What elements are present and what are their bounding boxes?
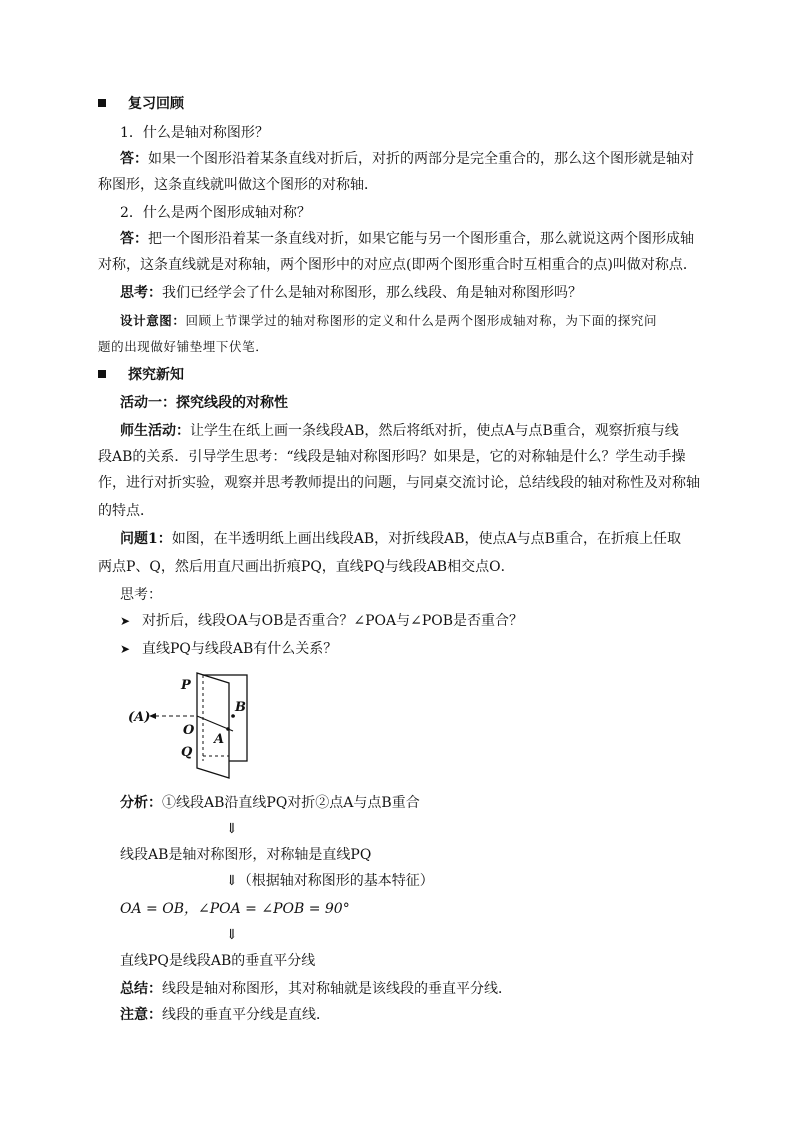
section-heading-explore: 探究新知 (98, 366, 184, 384)
teacher-student-label: 师生活动： (120, 423, 190, 439)
analysis-label: 分析： (120, 795, 162, 811)
think-heading: 思考： (120, 587, 162, 603)
bullet-item-2: ➤ 直线PQ与线段AB有什么关系？ (120, 641, 338, 657)
answer-2-line-2: 对称，这条直线就是对称轴，两个图形中的对应点(即两个图形重合时互相重合的点)叫做对称点． (98, 257, 697, 273)
teacher-student-line-2: 段AB的关系．引导学生思考：“线段是轴对称图形吗？如果是，它的对称轴是什么？学生动手操 (98, 449, 686, 465)
analysis-step-2: 线段AB是轴对称图形，对称轴是直线PQ (120, 847, 372, 863)
paper-front (197, 673, 229, 778)
arrowhead-icon: ➤ (120, 642, 131, 656)
label-p: P (181, 678, 191, 693)
design-intent-line-1: 设计意图：回顾上节课学过的轴对称图形的定义和什么是两个图形成轴对称，为下面的探究问 (120, 313, 658, 328)
answer-label: 答： (120, 151, 148, 167)
note-label: 注意： (120, 1007, 162, 1023)
label-q: Q (181, 745, 193, 760)
label-o: O (183, 723, 195, 738)
think-line: 思考：我们已经学会了什么是轴对称图形，那么线段、角是轴对称图形吗？ (120, 285, 582, 301)
black-square-icon (98, 370, 106, 378)
analysis-line: 分析：①线段AB沿直线PQ对折②点A与点B重合 (120, 795, 420, 811)
design-label: 设计意图： (120, 313, 186, 328)
point-a (226, 727, 230, 731)
section-heading-review: 复习回顾 (98, 95, 184, 113)
analysis-equation: OA = OB，∠POA = ∠POB = 90° (120, 901, 350, 917)
bullet-item-1: ➤ 对折后，线段OA与OB是否重合？∠POA与∠POB是否重合？ (120, 613, 524, 629)
label-b: B (235, 700, 246, 715)
activity-title: 活动一：探究线段的对称性 (120, 395, 288, 411)
note-line: 注意：线段的垂直平分线是直线． (120, 1007, 330, 1023)
analysis-step-4: 直线PQ是线段AB的垂直平分线 (120, 953, 316, 969)
answer-2-line-1: 答：把一个图形沿着某一条直线对折，如果它能与另一个图形重合，那么就说这两个图形成轴 (120, 231, 694, 247)
question-2: 2．什么是两个图形成轴对称？ (120, 205, 311, 221)
label-a-image: (A) (128, 710, 151, 725)
fold-diagram (125, 670, 265, 785)
problem-1-line-1: 问题1：如图，在半透明纸上画出线段AB，对折线段AB，使点A与点B重合，在折痕上任取 (120, 531, 681, 547)
think-label: 思考： (120, 285, 162, 301)
teacher-student-line-1: 师生活动：让学生在纸上画一条线段AB，然后将纸对折，使点A与点B重合，观察折痕与线 (120, 423, 679, 439)
down-arrow-2: ⇓（根据轴对称图形的基本特征） (226, 873, 434, 889)
answer-1-line-2: 称图形，这条直线就叫做这个图形的对称轴． (98, 177, 378, 193)
black-square-icon (98, 99, 106, 107)
down-arrow-1: ⇓ (226, 821, 238, 837)
teacher-student-line-3: 作，进行对折实验，观察并思考教师提出的问题，与同桌交流讨论，总结线段的轴对称性及对称轴 (98, 475, 700, 491)
teacher-student-line-4: 的特点． (98, 503, 154, 519)
summary-line: 总结：线段是轴对称图形，其对称轴就是该线段的垂直平分线． (120, 981, 512, 997)
design-intent-line-2: 题的出现做好铺垫埋下伏笔． (98, 339, 269, 354)
problem-1-line-2: 两点P、Q，然后用直尺画出折痕PQ，直线PQ与线段AB相交点O． (98, 559, 515, 575)
down-arrow-3: ⇓ (226, 927, 238, 943)
answer-1-line-1: 答：如果一个图形沿着某条直线对折后，对折的两部分是完全重合的，那么这个图形就是轴对 (120, 151, 694, 167)
problem-1-label: 问题1： (120, 531, 172, 547)
answer-label: 答： (120, 231, 148, 247)
label-a: A (214, 732, 225, 747)
arrowhead-icon: ➤ (120, 614, 131, 628)
question-1: 1．什么是轴对称图形？ (120, 125, 269, 141)
summary-label: 总结： (120, 981, 162, 997)
